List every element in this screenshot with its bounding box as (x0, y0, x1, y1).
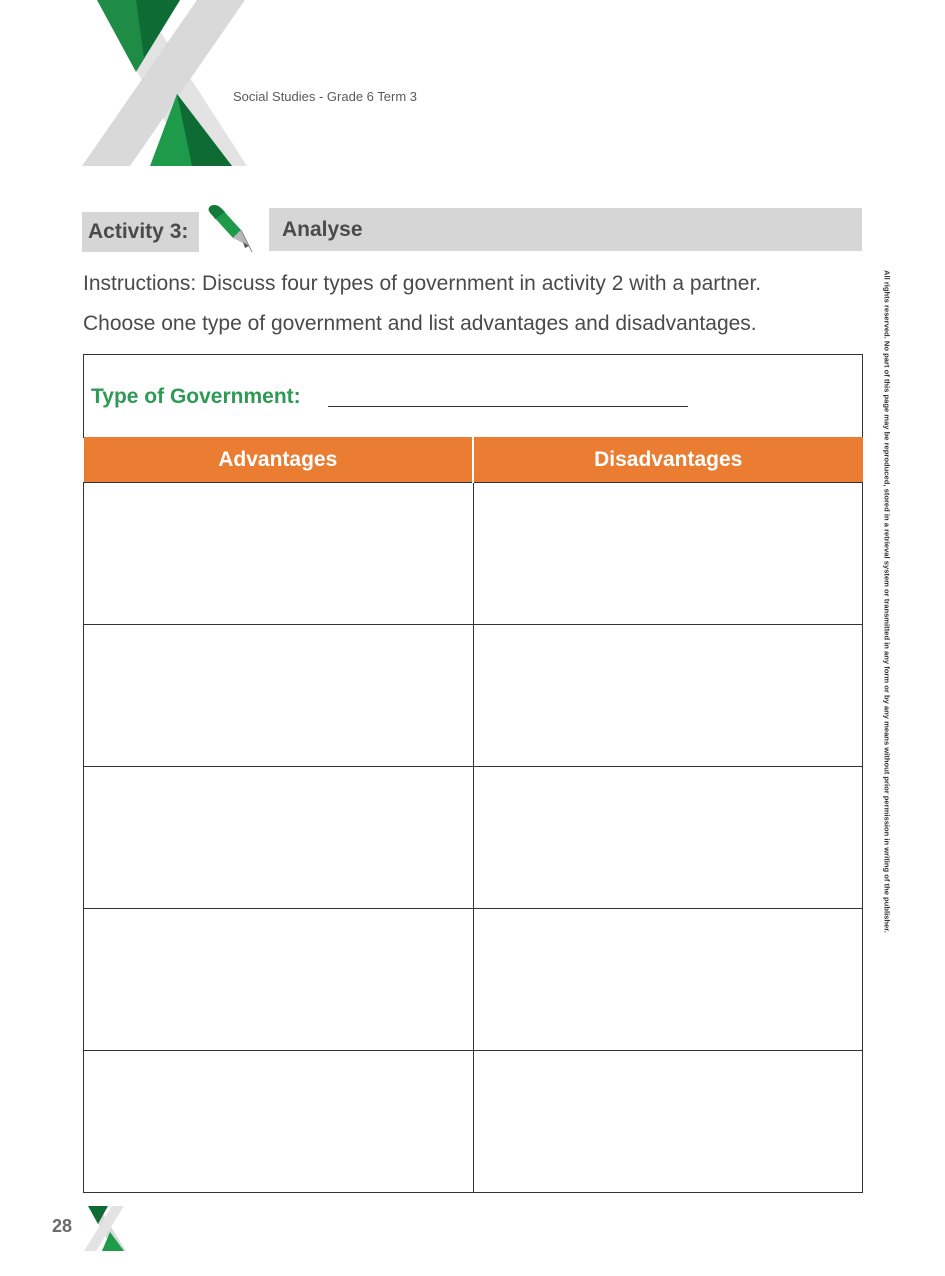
footer-logo (84, 1206, 126, 1251)
advantage-cell[interactable] (84, 625, 474, 767)
advantages-header: Advantages (84, 437, 474, 483)
pen-icon (205, 202, 257, 254)
advantage-cell[interactable] (84, 767, 474, 909)
page-number: 28 (52, 1216, 73, 1236)
table-row (84, 483, 863, 625)
brand-logo (82, 0, 247, 166)
table-row (84, 909, 863, 1051)
activity-label: Activity 3: (82, 212, 199, 252)
table-row (84, 1051, 863, 1193)
instructions-line-2: Choose one type of government and list advantages and disadvantages. (83, 312, 757, 335)
table-row (84, 767, 863, 909)
advantage-cell[interactable] (84, 909, 474, 1051)
activity-title: Analyse (269, 208, 862, 251)
subject-header: Social Studies - Grade 6 Term 3 (233, 89, 418, 104)
disadvantages-header: Disadvantages (473, 437, 863, 483)
table-row (84, 625, 863, 767)
instructions-line-1: Instructions: Discuss four types of government in activity 2 with a partner. (83, 272, 762, 295)
disadvantage-cell[interactable] (473, 625, 863, 767)
copyright-notice: All rights reserved. No part of this page may be reproduced, stored in a retrieval system or transmitted in any form or by any means without prior permission in writing of the publisher. (882, 270, 892, 933)
disadvantage-cell[interactable] (473, 767, 863, 909)
government-type-label: Type of Government: (91, 385, 301, 408)
copyright-sidebar (880, 270, 894, 1008)
disadvantage-cell[interactable] (473, 909, 863, 1051)
government-type-box (83, 354, 863, 438)
government-type-answer-line[interactable] (328, 406, 688, 407)
advantage-cell[interactable] (84, 1051, 474, 1193)
table-header-row (84, 437, 863, 483)
disadvantage-cell[interactable] (473, 483, 863, 625)
disadvantage-cell[interactable] (473, 1051, 863, 1193)
advantages-disadvantages-table (83, 437, 863, 1193)
advantage-cell[interactable] (84, 483, 474, 625)
